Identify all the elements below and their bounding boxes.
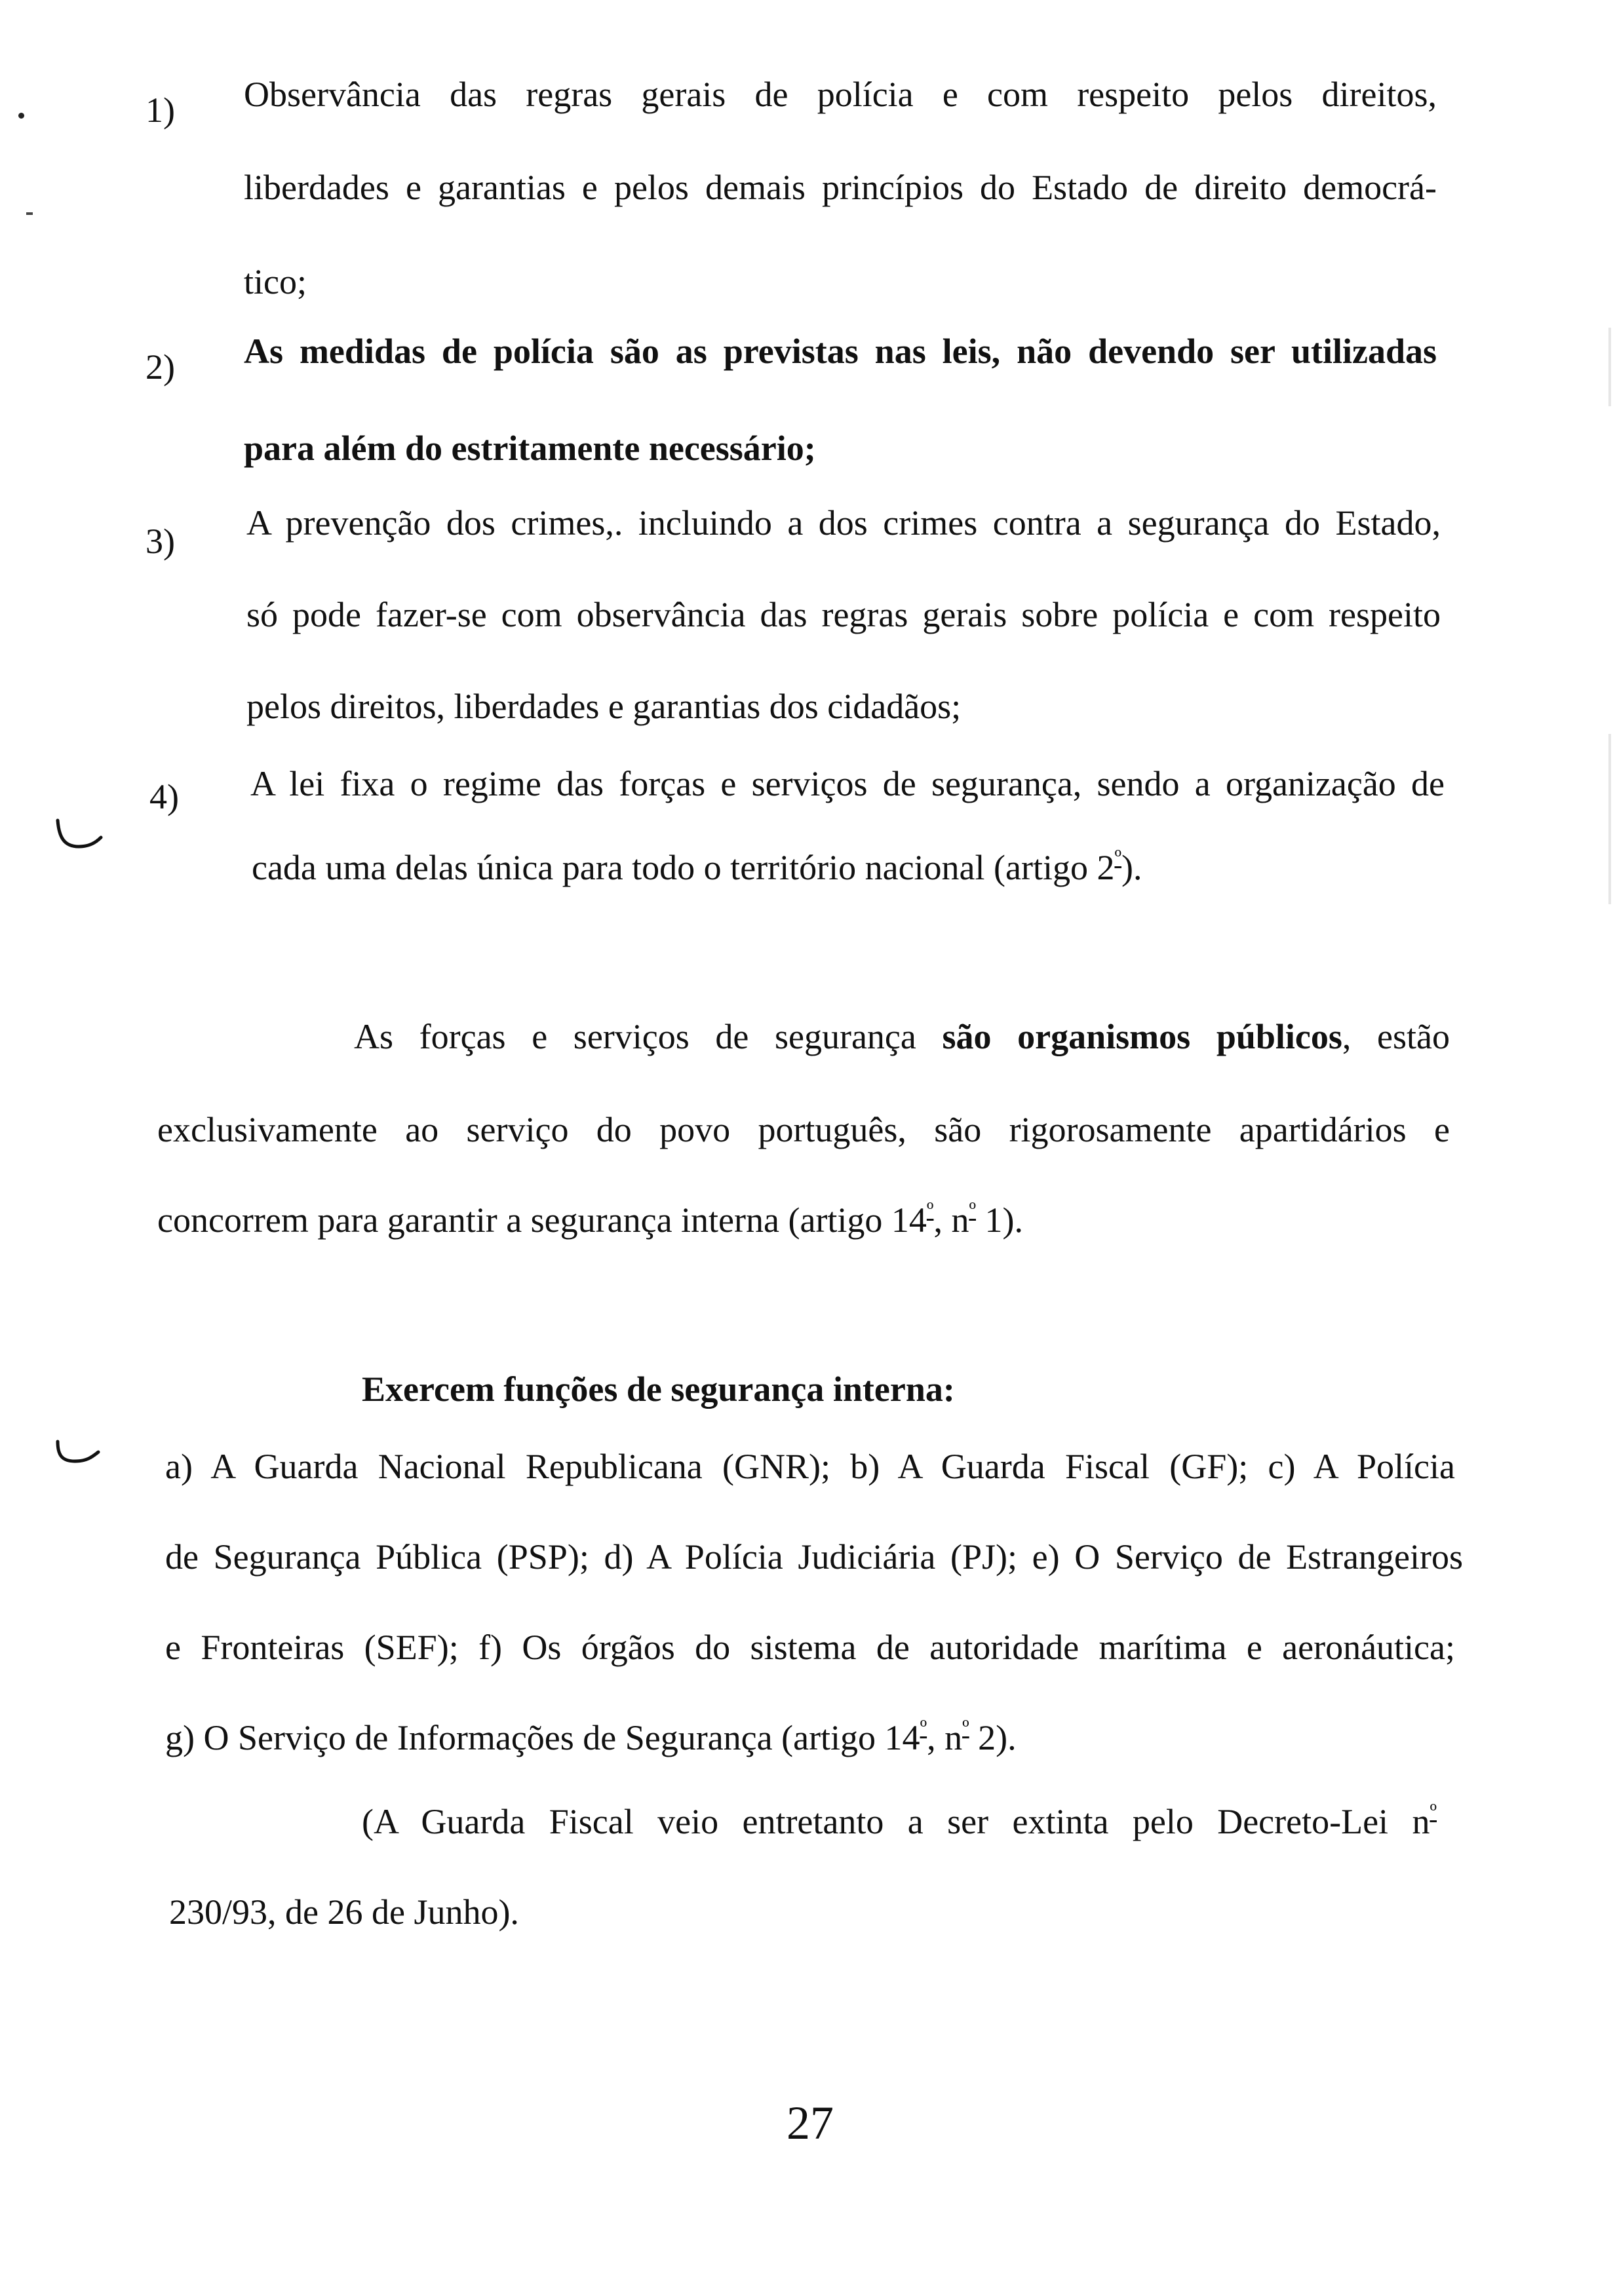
paragraph-line: de Segurança Pública (PSP); d) A Polícia Judiciária (PJ); e) O Serviço de Estrangeiros — [165, 1537, 1463, 1577]
list-item-number: 4) — [149, 777, 179, 816]
ordinal-indicator: º — [926, 1198, 934, 1223]
ordinal-indicator: º — [1430, 1800, 1437, 1824]
ordinal-indicator: º — [962, 1716, 969, 1740]
list-item-number: 1) — [146, 90, 175, 130]
page-number: 27 — [787, 2097, 834, 2149]
ordinal-indicator: º — [1114, 846, 1122, 870]
ordinal-indicator: º — [920, 1716, 927, 1740]
list-item-text-main: cada uma delas única para todo o território nacional (artigo 2 — [252, 848, 1115, 887]
list-item-text: para além do estritamente necessário; — [244, 429, 816, 468]
paragraph-line: 230/93, de 26 de Junho). — [169, 1892, 519, 1932]
section-heading: Exercem funções de segurança interna: — [362, 1369, 955, 1409]
scan-edge-line — [1608, 734, 1611, 904]
paragraph-line: exclusivamente ao serviço do povo português, são rigorosamente apartidários e — [157, 1110, 1450, 1149]
list-item-text: tico; — [244, 262, 307, 301]
list-item-number: 3) — [146, 522, 175, 561]
paragraph-text: 1). — [976, 1200, 1023, 1240]
paragraph-line — [165, 1717, 1017, 1759]
paragraph-text: concorrem para garantir a segurança interna (artigo 14 — [157, 1200, 927, 1240]
paragraph-line — [157, 1199, 1023, 1241]
paragraph-text: , estão — [1342, 1017, 1450, 1056]
list-item-text: Observância das regras gerais de polícia e com respeito pelos direitos, — [244, 75, 1437, 114]
paragraph-line: e Fronteiras (SEF); f) Os órgãos do sistema de autoridade marítima e aeronáutica; — [165, 1628, 1455, 1667]
paragraph-line: a) A Guarda Nacional Republicana (GNR); b) A Guarda Fiscal (GF); c) A Polícia — [165, 1447, 1455, 1486]
list-item-text: só pode fazer-se com observância das regras gerais sobre polícia e com respeito — [246, 595, 1441, 634]
paragraph-text: , n — [927, 1718, 963, 1757]
paragraph-bold-text: são organismos públicos — [942, 1017, 1342, 1056]
paragraph-line — [362, 1801, 1437, 1843]
list-item-text: A prevenção dos crimes,. incluindo a dos crimes contra a segurança do Estado, — [246, 503, 1441, 543]
margin-dot-mark — [18, 113, 24, 119]
margin-dash-mark — [26, 212, 33, 215]
paragraph-text: (A Guarda Fiscal veio entretanto a ser extinta pelo Decreto-Lei n — [362, 1802, 1430, 1841]
scan-edge-line — [1608, 328, 1611, 406]
list-item-text: As medidas de polícia são as previstas nas leis, não devendo ser utilizadas — [244, 332, 1437, 371]
paragraph-text: g) O Serviço de Informações de Segurança (artigo 14 — [165, 1718, 920, 1757]
list-item-number: 2) — [146, 347, 175, 387]
list-item-text: A lei fixa o regime das forças e serviços de segurança, sendo a organização de — [250, 764, 1445, 803]
paragraph-line — [354, 1016, 1450, 1058]
list-item-text-end: ). — [1121, 848, 1142, 887]
list-item-text — [252, 847, 1142, 889]
handwritten-check-mark — [52, 1439, 105, 1478]
paragraph-text: As forças e serviços de segurança — [354, 1017, 943, 1056]
handwritten-check-mark — [52, 818, 105, 857]
paragraph-text: 2). — [969, 1718, 1017, 1757]
list-item-text: pelos direitos, liberdades e garantias dos cidadãos; — [246, 687, 962, 726]
list-item-text: liberdades e garantias e pelos demais princípios do Estado de direito democrá- — [244, 168, 1437, 207]
ordinal-indicator: º — [969, 1198, 976, 1223]
paragraph-text: , n — [933, 1200, 969, 1240]
